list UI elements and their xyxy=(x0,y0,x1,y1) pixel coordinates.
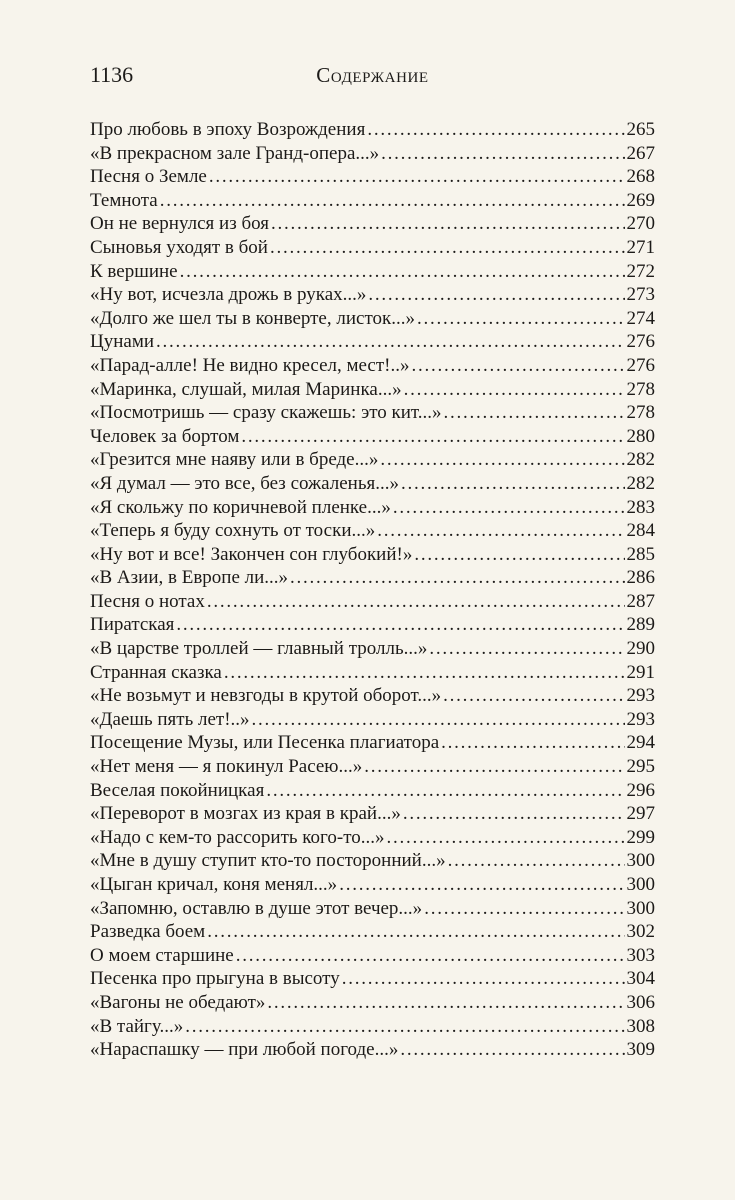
toc-entry-title: «В Азии, в Европе ли...» xyxy=(90,567,289,589)
toc-entry xyxy=(90,260,655,284)
dot-leader xyxy=(393,496,625,520)
toc-entry-page: 297 xyxy=(626,803,655,825)
toc-entry-title: Цунами xyxy=(90,331,155,353)
dot-leader xyxy=(414,543,624,567)
toc-entry-page: 289 xyxy=(626,614,655,636)
toc-entry-title: «Грезится мне наяву или в бреде...» xyxy=(90,449,379,471)
toc-entry-title: Песня о Земле xyxy=(90,166,207,188)
toc-entry xyxy=(90,566,655,590)
toc-entry xyxy=(90,613,655,637)
toc-entry xyxy=(90,1015,655,1039)
toc-entry-page: 272 xyxy=(626,260,655,282)
toc-entry-title: «Я думал — это все, без сожаленья...» xyxy=(90,472,399,494)
toc-entry-title: Он не вернулся из боя xyxy=(90,213,269,235)
toc-entry-page: 287 xyxy=(626,590,655,612)
toc-entry-title: «Теперь я буду сохнуть от тоски...» xyxy=(90,520,376,542)
toc-entry-title: «Я скольжу по коричневой пленке...» xyxy=(90,496,391,518)
dot-leader xyxy=(380,448,624,472)
toc-entry-title: «В царстве троллей — главный тролль...» xyxy=(90,638,428,660)
section-title: Содержание xyxy=(316,63,429,87)
toc-entry xyxy=(90,496,655,520)
toc-entry-page: 300 xyxy=(626,850,655,872)
toc-entry-page: 300 xyxy=(626,897,655,919)
dot-leader xyxy=(401,472,625,496)
dot-leader xyxy=(207,590,625,614)
dot-leader xyxy=(424,897,624,921)
toc-entry xyxy=(90,802,655,826)
toc-entry-page: 265 xyxy=(626,119,655,140)
toc-entry-page: 309 xyxy=(626,1039,655,1061)
dot-leader xyxy=(270,236,625,260)
toc-entry-page: 283 xyxy=(626,496,655,518)
toc-entry xyxy=(90,543,655,567)
toc-entry-page: 304 xyxy=(626,968,655,990)
toc-entry-title: «Надо с кем-то рассорить кого-то...» xyxy=(90,826,385,848)
toc-entry xyxy=(90,212,655,236)
toc-entry xyxy=(90,661,655,685)
toc-entry-title: Разведка боем xyxy=(90,921,206,943)
toc-entry-title: Человек за бортом xyxy=(90,425,240,447)
toc-entry xyxy=(90,826,655,850)
toc-entry-page: 274 xyxy=(626,307,655,329)
page-number: 1136 xyxy=(90,62,134,87)
dot-leader xyxy=(207,920,624,944)
toc-entry xyxy=(90,991,655,1015)
toc-entry xyxy=(90,142,655,166)
toc-entry-title: Странная сказка xyxy=(90,661,222,683)
toc-entry-title: Посещение Музы, или Песенка плагиатора xyxy=(90,732,440,754)
dot-leader xyxy=(387,826,625,850)
dot-leader xyxy=(185,1015,624,1039)
toc-entry-title: «Запомню, оставлю в душе этот вечер...» xyxy=(90,897,423,919)
dot-leader xyxy=(271,212,625,236)
dot-leader xyxy=(156,330,624,354)
toc-entry-page: 291 xyxy=(626,661,655,683)
toc-entry-title: «Мне в душу ступит кто-то посторонний...» xyxy=(90,850,446,872)
dot-leader xyxy=(368,283,624,307)
toc-entry-page: 284 xyxy=(626,520,655,542)
toc-entry xyxy=(90,779,655,803)
toc-entry xyxy=(90,920,655,944)
dot-leader xyxy=(290,566,624,590)
dot-leader xyxy=(339,873,624,897)
toc-entry xyxy=(90,637,655,661)
toc-entry xyxy=(90,330,655,354)
dot-leader xyxy=(381,142,624,166)
toc-entry-title: «Переворот в мозгах из края в край...» xyxy=(90,803,401,825)
dot-leader xyxy=(266,779,624,803)
dot-leader xyxy=(252,708,625,732)
toc-entry-title: Про любовь в эпоху Возрождения xyxy=(90,119,366,140)
table-of-contents xyxy=(90,118,655,1062)
toc-entry-title: «Ну вот и все! Закончен сон глубокий!» xyxy=(90,543,413,565)
toc-entry-title: «Долго же шел ты в конверте, листок...» xyxy=(90,307,415,329)
toc-entry xyxy=(90,165,655,189)
toc-entry-page: 296 xyxy=(626,779,655,801)
toc-entry-title: Темнота xyxy=(90,189,158,211)
toc-entry xyxy=(90,755,655,779)
dot-leader xyxy=(403,802,625,826)
dot-leader xyxy=(443,684,624,708)
toc-entry-page: 293 xyxy=(626,685,655,707)
dot-leader xyxy=(429,637,624,661)
toc-entry-page: 294 xyxy=(626,732,655,754)
toc-entry-page: 306 xyxy=(626,991,655,1013)
toc-entry-page: 278 xyxy=(626,378,655,400)
toc-entry xyxy=(90,684,655,708)
toc-entry xyxy=(90,236,655,260)
toc-entry-page: 303 xyxy=(626,944,655,966)
toc-entry-page: 290 xyxy=(626,638,655,660)
toc-entry xyxy=(90,448,655,472)
toc-entry xyxy=(90,944,655,968)
dot-leader xyxy=(267,991,624,1015)
toc-entry xyxy=(90,307,655,331)
dot-leader xyxy=(364,755,624,779)
toc-entry-page: 302 xyxy=(626,921,655,943)
dot-leader xyxy=(377,519,624,543)
toc-entry-page: 278 xyxy=(626,402,655,424)
toc-entry-title: «Нет меня — я покинул Расею...» xyxy=(90,756,363,778)
toc-entry xyxy=(90,378,655,402)
toc-entry-title: «Маринка, слушай, милая Маринка...» xyxy=(90,378,402,400)
dot-leader xyxy=(342,967,625,991)
toc-entry-page: 295 xyxy=(626,756,655,778)
dot-leader xyxy=(176,613,624,637)
toc-entry xyxy=(90,590,655,614)
toc-entry-title: К вершине xyxy=(90,260,178,282)
toc-entry-title: «Цыган кричал, коня менял...» xyxy=(90,874,338,895)
toc-entry xyxy=(90,472,655,496)
toc-entry-page: 285 xyxy=(626,543,655,565)
toc-entry-title: «Нараспашку — при любой погоде...» xyxy=(90,1039,399,1061)
toc-entry-title: «Парад-алле! Не видно кресел, мест!..» xyxy=(90,354,410,376)
dot-leader xyxy=(448,849,625,873)
dot-leader xyxy=(441,731,624,755)
toc-entry-title: Сыновья уходят в бой xyxy=(90,236,268,258)
toc-entry xyxy=(90,519,655,543)
dot-leader xyxy=(160,189,625,213)
toc-entry-title: «Посмотришь — сразу скажешь: это кит...» xyxy=(90,402,442,424)
dot-leader xyxy=(400,1038,624,1062)
toc-entry xyxy=(90,849,655,873)
toc-entry-page: 308 xyxy=(626,1015,655,1037)
toc-entry-title: О моем старшине xyxy=(90,944,234,966)
running-head xyxy=(90,58,655,92)
toc-entry xyxy=(90,1038,655,1062)
toc-entry-title: Песенка про прыгуна в высоту xyxy=(90,968,340,990)
dot-leader xyxy=(412,354,625,378)
dot-leader xyxy=(444,401,625,425)
toc-entry-title: «Не возьмут и невзгоды в крутой оборот...» xyxy=(90,685,442,707)
dot-leader xyxy=(209,165,625,189)
toc-entry-page: 300 xyxy=(626,874,655,895)
toc-entry-page: 269 xyxy=(626,189,655,211)
toc-entry xyxy=(90,118,655,142)
toc-entry-page: 268 xyxy=(626,166,655,188)
toc-entry-title: Песня о нотах xyxy=(90,590,205,612)
toc-entry-page: 282 xyxy=(626,449,655,471)
toc-entry-page: 280 xyxy=(626,425,655,447)
toc-entry-page: 267 xyxy=(626,142,655,164)
toc-entry-title: «В прекрасном зале Гранд-опера...» xyxy=(90,142,380,164)
toc-entry-title: Пиратская xyxy=(90,614,175,636)
toc-entry-page: 271 xyxy=(626,236,655,258)
toc-entry-title: «Даешь пять лет!..» xyxy=(90,708,250,730)
toc-entry-page: 276 xyxy=(626,354,655,376)
dot-leader xyxy=(180,260,625,284)
toc-entry-page: 273 xyxy=(626,284,655,306)
toc-entry xyxy=(90,189,655,213)
toc-entry-page: 299 xyxy=(626,826,655,848)
toc-entry-title: «Вагоны не обедают» xyxy=(90,991,266,1013)
dot-leader xyxy=(367,118,624,142)
dot-leader xyxy=(404,378,625,402)
toc-entry xyxy=(90,708,655,732)
dot-leader xyxy=(417,307,625,331)
toc-entry xyxy=(90,731,655,755)
dot-leader xyxy=(241,425,624,449)
toc-entry-page: 270 xyxy=(626,213,655,235)
toc-entry xyxy=(90,354,655,378)
toc-entry-title: Веселая покойницкая xyxy=(90,779,265,801)
toc-entry-page: 293 xyxy=(626,708,655,730)
toc-entry xyxy=(90,283,655,307)
toc-entry-page: 286 xyxy=(626,567,655,589)
toc-entry xyxy=(90,425,655,449)
toc-entry xyxy=(90,967,655,991)
toc-entry-title: «Ну вот, исчезла дрожь в руках...» xyxy=(90,284,367,306)
toc-entry-title: «В тайгу...» xyxy=(90,1015,184,1037)
dot-leader xyxy=(224,661,625,685)
toc-entry xyxy=(90,873,655,897)
toc-entry-page: 276 xyxy=(626,331,655,353)
toc-entry-page: 282 xyxy=(626,472,655,494)
toc-entry xyxy=(90,401,655,425)
toc-entry xyxy=(90,897,655,921)
dot-leader xyxy=(236,944,625,968)
